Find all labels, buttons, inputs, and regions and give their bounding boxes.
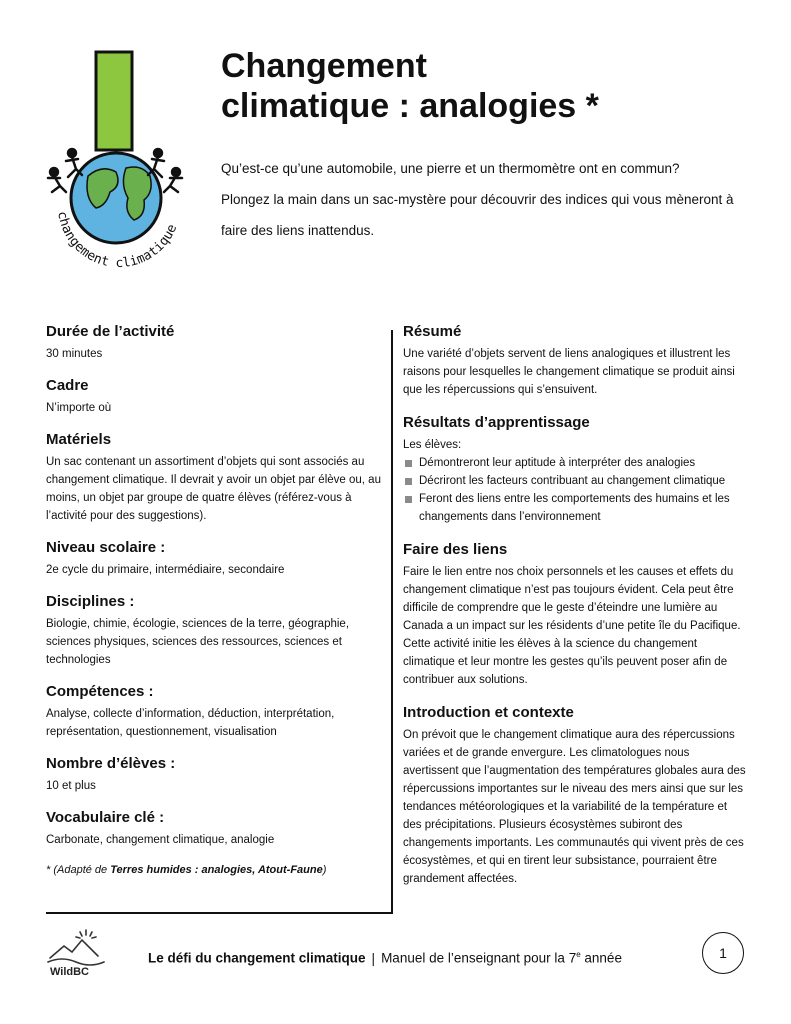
- bottom-rule: [46, 912, 393, 914]
- section-heading: Matériels: [46, 431, 112, 448]
- activity-content-column: [403, 322, 748, 902]
- section-text: N’importe où: [46, 402, 112, 414]
- section-lead: Les élèves:: [403, 439, 462, 451]
- note-prefix: * (Adapté de: [46, 864, 111, 876]
- section-heading: Niveau scolaire :: [46, 539, 166, 556]
- section-duree: [46, 322, 386, 363]
- list-item: [403, 454, 748, 472]
- manual-title: Le défi du changement climatique: [148, 950, 366, 966]
- wildbc-mountain-icon: [46, 928, 106, 966]
- section-heading: Disciplines :: [46, 593, 135, 610]
- section-liens: [403, 540, 748, 689]
- section-text: 2e cycle du primaire, intermédiaire, secondaire: [46, 564, 285, 576]
- section-text: 10 et plus: [46, 780, 96, 792]
- section-heading: Faire des liens: [403, 541, 508, 558]
- section-text: On prévoit que le changement climatique aura des répercussions variées et de grande envergure. Les climatologues nous avertissent que l’augmentation des températures globales aura des répercussions importantes sur le niveau des mers ainsi que sur les tendances météorologiques et la variabilité de la température et des précipitations. Plusieurs écosystèmes subiront des changements importants. Les communautés qui vivent près de ces écosystèmes, et qui en tirent leur subsistance, pourraient être grandement affectées.: [403, 729, 746, 885]
- intro-block: [221, 153, 751, 246]
- section-heading: Résumé: [403, 323, 462, 340]
- section-heading: Compétences :: [46, 683, 154, 700]
- source-note: [46, 862, 386, 878]
- footer-title: [148, 945, 622, 969]
- activity-logo: [40, 46, 200, 276]
- section-text: 30 minutes: [46, 348, 103, 360]
- section-competences: [46, 682, 386, 741]
- earth-with-figures-icon: [40, 46, 200, 276]
- wildbc-logo: [46, 928, 106, 984]
- column-divider: [391, 330, 393, 914]
- page-title: [221, 46, 599, 126]
- section-niveau: [46, 538, 386, 579]
- section-text: Faire le lien entre nos choix personnels et les causes et effets du changement climatique n’est pas toujours évident. Cela peut être difficile de comprendre que le geste d’éteindre une lumière au Canada a un impact sur les résidents d’une petite île du Pacifique. Cette activité initie les élèves à la science du changement climatique et leur montre les gestes qu’ils peuvent poser afin de contribuer aux solutions.: [403, 566, 741, 686]
- list-item: [403, 490, 748, 526]
- section-text: Carbonate, changement climatique, analogie: [46, 834, 275, 846]
- list-item-text: Feront des liens entre les comportements des humains et les changements dans l’environnement: [419, 493, 730, 523]
- manual-subtitle: Manuel de l’enseignant pour la 7: [381, 950, 577, 966]
- intro-question: Qu’est-ce qu’une automobile, une pierre et un thermomètre ont en commun?: [221, 161, 680, 176]
- section-resume: [403, 322, 748, 399]
- section-cadre: [46, 376, 386, 417]
- section-text: Biologie, chimie, écologie, sciences de la terre, géographie, sciences physiques, sciences des ressources, sciences et technologies: [46, 618, 350, 666]
- logo-text: changement climatique: [54, 210, 181, 272]
- section-materiels: [46, 430, 386, 525]
- list-item-text: Décriront les facteurs contribuant au changement climatique: [419, 475, 726, 487]
- section-text: Un sac contenant un assortiment d’objets qui sont associés au changement climatique. Il devrait y avoir un objet par élève ou, au moins, un objet par groupe de quatre élèves (référez-vous à l’activité pour des suggestions).: [46, 456, 381, 522]
- section-heading: Durée de l’activité: [46, 323, 175, 340]
- section-heading: Cadre: [46, 377, 89, 394]
- square-bullet-icon: [405, 496, 412, 503]
- section-heading: Résultats d’apprentissage: [403, 414, 590, 431]
- square-bullet-icon: [405, 460, 412, 467]
- note-source: Terres humides : analogies, Atout-Faune: [110, 864, 323, 876]
- list-item: [403, 472, 748, 490]
- section-heading: Introduction et contexte: [403, 704, 574, 721]
- note-suffix: ): [322, 864, 327, 876]
- grade-superscript: e: [576, 950, 581, 959]
- manual-subtitle-end: année: [580, 950, 622, 966]
- section-text: Analyse, collecte d’information, déduction, interprétation, représentation, questionnement, visualisation: [46, 708, 335, 738]
- footer-separator: |: [371, 950, 376, 966]
- section-resultats: [403, 413, 748, 526]
- list-item-text: Démontreront leur aptitude à interpréter des analogies: [419, 457, 696, 469]
- section-nombre: [46, 754, 386, 795]
- outcomes-list: [403, 454, 748, 526]
- square-bullet-icon: [405, 478, 412, 485]
- brand-name: WildBC: [50, 966, 90, 978]
- title-line-2: climatique : analogies *: [221, 87, 599, 125]
- section-heading: Vocabulaire clé :: [46, 809, 165, 826]
- page-number: [702, 932, 744, 974]
- section-heading: Nombre d’élèves :: [46, 755, 176, 772]
- title-line-1: Changement: [221, 47, 427, 85]
- section-vocabulaire: [46, 808, 386, 849]
- page-number-text: 1: [719, 945, 727, 961]
- section-text: Une variété d’objets servent de liens analogiques et illustrent les raisons pour lesquelles le changement climatique se produit ainsi que les répercussions qui s’ensuivent.: [403, 348, 735, 396]
- section-disciplines: [46, 592, 386, 669]
- section-introduction: [403, 703, 748, 888]
- intro-invitation: Plongez la main dans un sac-mystère pour découvrir des indices qui vous mèneront à faire des liens inattendus.: [221, 192, 734, 238]
- activity-details-column: [46, 322, 386, 878]
